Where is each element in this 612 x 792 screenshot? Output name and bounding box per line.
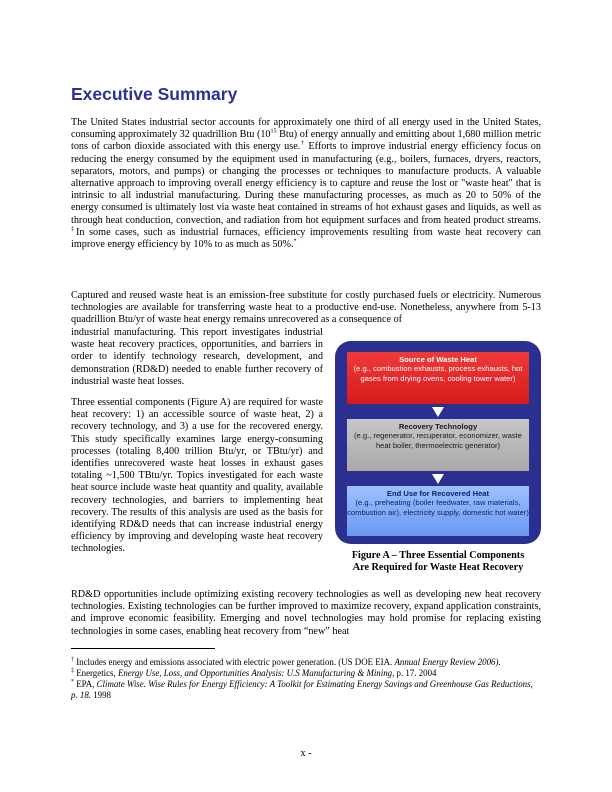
box-title: End Use for Recovered Heat: [386, 489, 490, 498]
footnote-ref-double-dagger[interactable]: ‡: [71, 226, 77, 233]
paragraph-captured-heat: Captured and reused waste heat is an emission-free substitute for costly purchased fuels or electricity. Numerous technologies are available for transferring waste heat to a productive end-use. Nonetheless, anywhere from 5-13 quadrillion Btu/yr of waste heat energy remains unrecovered as a consequence of: [71, 290, 541, 326]
footnotes: [71, 657, 541, 701]
end-use-box: [347, 486, 529, 536]
footnote-mark: *: [71, 679, 74, 686]
footnote-ref-asterisk[interactable]: *: [293, 238, 297, 245]
footnote: [71, 679, 541, 701]
footnote-text: Energetics,: [74, 668, 118, 678]
figure-caption: [335, 550, 541, 575]
footnote-mark: †: [71, 657, 74, 664]
footnote-citation: Energy Use, Loss, and Opportunities Analysis: U.S Manufacturing & Mining: [117, 668, 393, 678]
footnote-text: Includes energy and emissions associated with electric power generation. (US DOE EIA.: [74, 657, 395, 667]
intro-part-d: In some cases, such as industrial furnaces, efficiency improvements resulting from waste heat recovery can improve energy efficiency by 10% to as much as 50%.: [71, 226, 541, 251]
box-text: (e.g., combustion exhausts, process exhausts, hot gases from drying ovens, cooling tower water): [353, 364, 523, 383]
source-of-waste-heat-box: [347, 352, 529, 404]
arrow-down-icon: [432, 407, 444, 417]
page-number: x -: [300, 748, 312, 759]
caption-line: Figure A – Three Essential Components: [351, 550, 525, 561]
box-text: (e.g., preheating (boiler feedwater, raw materials, combustion air), electricity supply, domestic hot water): [347, 498, 529, 517]
intro-part-b: Btu) of energy annually and emitting about 1,680 million metric tons of carbon dioxide associated with this energy use.: [71, 129, 541, 153]
footnote-after: .: [498, 657, 501, 667]
footnote-ref-dagger[interactable]: †: [300, 141, 306, 148]
footnote-text: EPA,: [74, 679, 97, 689]
figure-a-diagram: [335, 341, 541, 544]
paragraph-rdd-opportunities: RD&D opportunities include optimizing existing recovery technologies as well as developing new heat recovery technologies. Existing technologies can be further improved to maximize recovery, expand application constraints, and improve economic feasibility. Emerging and novel technologies may hold promise for replacing existing technologies in some cases, enabling heat recovery from “new” heat: [71, 589, 541, 637]
page-title: Executive Summary: [71, 84, 238, 104]
footnote-citation: Annual Energy Review 2006): [394, 657, 499, 667]
footnote-citation: Climate Wise. Wise Rules for Energy Efficiency: A Toolkit for Estimating Energy Savings and Greenhouse Gas Reductions, p. 18.: [71, 679, 533, 700]
footnote-divider: [71, 648, 215, 649]
footnote-after: 1998: [90, 690, 111, 700]
intro-part-a: The United States industrial sector accounts for approximately one third of all energy used in the United States, consuming approximately 32 quadrillion Btu (10: [71, 117, 541, 141]
footnote: [71, 668, 541, 679]
box-title: Source of Waste Heat: [399, 355, 477, 364]
box-text: (e.g., regenerator, recuperator, economizer, waste heat boiler, thermoelectric generator): [354, 431, 522, 450]
box-title: Recovery Technology: [398, 422, 478, 431]
recovery-technology-box: [347, 419, 529, 471]
exponent: 15: [270, 128, 277, 135]
footnote-mark: ‡: [71, 668, 74, 675]
paragraph-report-scope: industrial manufacturing. This report investigates industrial waste heat recovery practices, opportunities, and barriers in order to identify technology research, development, and demonstration (RD&D) needed to enable further recovery of industrial waste heat losses.: [71, 327, 323, 387]
paragraph-components: Three essential components (Figure A) are required for waste heat recovery: 1) an accessible source of waste heat, 2) a recovery technology, and 3) a use for the recovered energy. This study specifically examines large energy-consuming processes (totaling 8,400 trillion Btu/yr, or TBtu/yr) and identifies unrecovered waste heat losses in exhaust gases totaling ~1,500 TBtu/yr. Topics investigated for each waste heat source include waste heat quantity and quality, available recovery technologies, and barriers to implementing heat recovery. The results of this analysis are used as the basis for identifying RD&D needs that can increase industrial energy efficiency by improving and developing waste heat recovery technologies.: [71, 397, 323, 555]
caption-line: Are Required for Waste Heat Recovery: [352, 562, 524, 574]
paragraph-intro: [71, 117, 541, 251]
footnote-after: , p. 17. 2004: [392, 668, 437, 678]
footnote: [71, 657, 541, 668]
arrow-down-icon: [432, 474, 444, 484]
intro-part-c: Efforts to improve industrial energy efficiency focus on reducing the energy consumed by the equipment used in manufacturing (e.g., boilers, furnaces, dryers, reactors, separators, motors, and pumps) or changing the processes or techniques to manufacture products. A valuable alternative approach to improving overall energy efficiency is to capture and reuse the lost or "waste heat" that is intrinsic to all industrial manufacturing. During these manufacturing processes, as much as 20 to 50% of the energy consumed is ultimately lost via waste heat contained in streams of hot exhaust gases and liquids, as well as through heat conduction, convection, and radiation from hot equipment surfaces and from heated product streams.: [71, 141, 541, 226]
